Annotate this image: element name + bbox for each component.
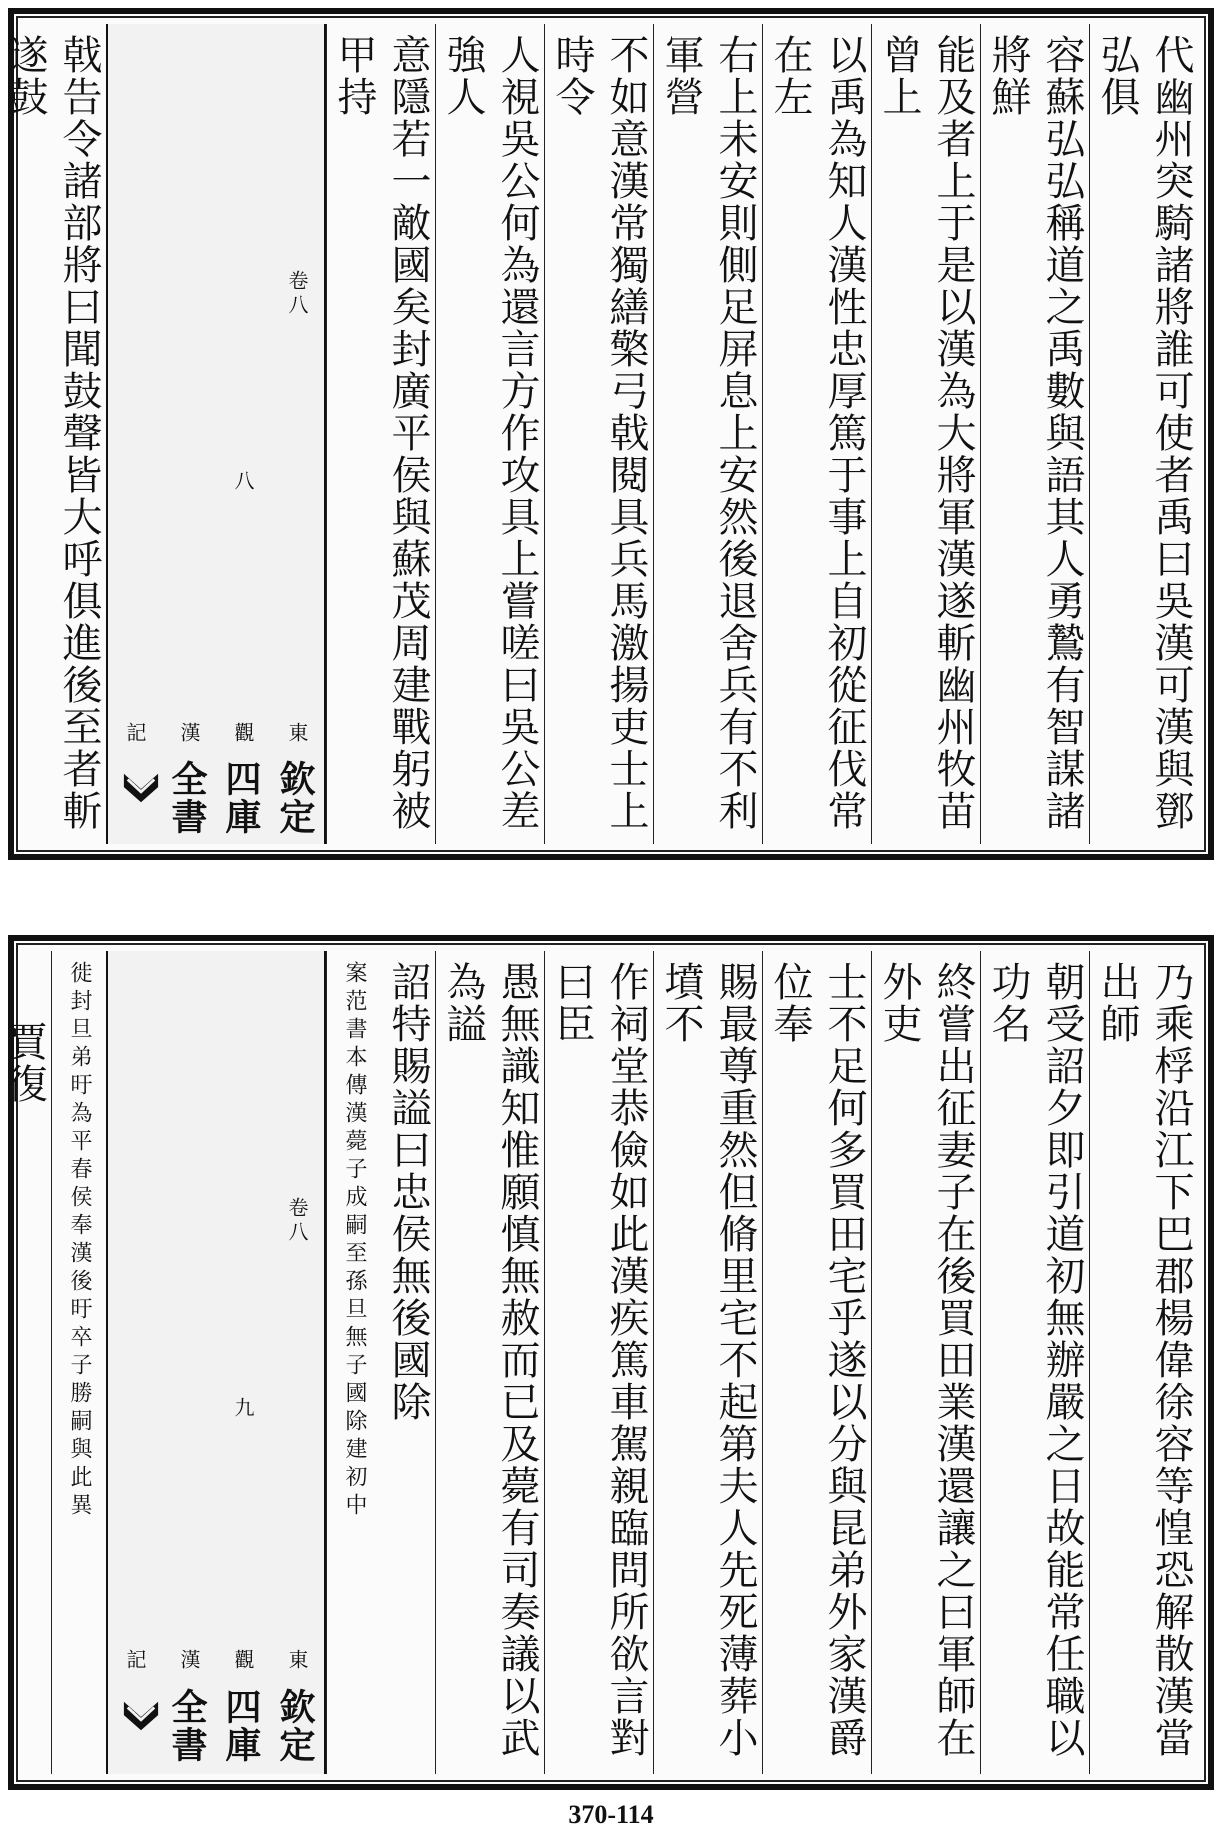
section-heading-column [0, 951, 51, 1774]
text-column: 容蘇弘弘稱道之禹數與語其人勇鷙有智謀諸將鮮 [980, 24, 1089, 844]
text-column: 詔特賜謚曰忠侯無後國除案范書本傳漢薨子成嗣至孫旦無子國除建初中 [326, 951, 435, 1774]
book-title: 東觀漢記 [123, 1649, 309, 1673]
text-column: 以禹為知人漢性忠厚篤于事上自初從征伐常在左 [762, 24, 871, 844]
book-page-top [2, 8, 1214, 860]
volume-label: 卷八 [285, 270, 309, 318]
text-column: 終嘗出征妻子在後買田業漢還讓之曰軍師在外吏 [871, 951, 980, 1774]
text-column: 意隱若一敵國矣封廣平侯與蘇茂周建戰躬被甲持 [326, 24, 435, 844]
text-column: 右上未安則側足屏息上安然後退舍兵有不利軍營 [653, 24, 762, 844]
fish-tail-mark-icon [122, 1698, 160, 1736]
book-page-bottom [1, 935, 1214, 1790]
text-column: 朝受詔夕即引道初無辦嚴之日故能常任職以功名 [980, 951, 1089, 1774]
collection-title: 欽定四庫全書 [166, 759, 316, 836]
volume-label: 卷八 [285, 1197, 309, 1245]
section-heading: 賈復 [1, 1021, 47, 1105]
text-column: 能及者上于是以漢為大將軍漢遂斬幽州牧苗曾上 [871, 24, 980, 844]
text-column: 愚無識知惟願慎無赦而已及薨有司奏議以武為謚 [435, 951, 544, 1774]
text-column: 戟告令諸部將曰聞鼓聲皆大呼俱進後至者斬遂鼓 [0, 24, 106, 844]
column-grid-bottom [1, 951, 1198, 1774]
annotation-note: 徙封旦弟旴為平春侯奉漢後旴卒子勝嗣與此異 [67, 961, 92, 1521]
collection-title: 欽定四庫全書 [166, 1687, 316, 1764]
text-column: 士不足何多買田宅乎遂以分與昆弟外家漢爵位奉 [762, 951, 871, 1774]
leaf-number: 九 [231, 1397, 255, 1419]
text-column: 不如意漢常獨繕檠弓戟閱具兵馬激揚吏士上時令 [544, 24, 653, 844]
leaf-number: 八 [231, 470, 255, 492]
text-column: 人視吳公何為還言方作攻具上嘗嗟曰吳公差強人 [435, 24, 544, 844]
page-number: 370-114 [568, 1800, 654, 1829]
annotation-note: 案范書本傳漢薨子成嗣至孫旦無子國除建初中 [342, 961, 367, 1521]
text-column: 作祠堂恭儉如此漢疾篤車駕親臨問所欲言對曰臣 [544, 951, 653, 1774]
text-column: 代幽州突騎諸將誰可使者禹曰吳漢可漢與鄧弘俱 [1089, 24, 1198, 844]
text-column [51, 951, 106, 1774]
fish-tail-mark-icon [122, 770, 160, 808]
center-fold-header [106, 24, 326, 844]
text-column: 賜最尊重然但脩里宅不起第夫人先死薄葬小墳不 [653, 951, 762, 1774]
column-grid-top [2, 24, 1198, 844]
book-title: 東觀漢記 [123, 722, 309, 746]
text-column: 乃乘桴沿江下巴郡楊偉徐容等惶恐解散漢當出師 [1089, 951, 1198, 1774]
center-fold-header [106, 951, 326, 1774]
